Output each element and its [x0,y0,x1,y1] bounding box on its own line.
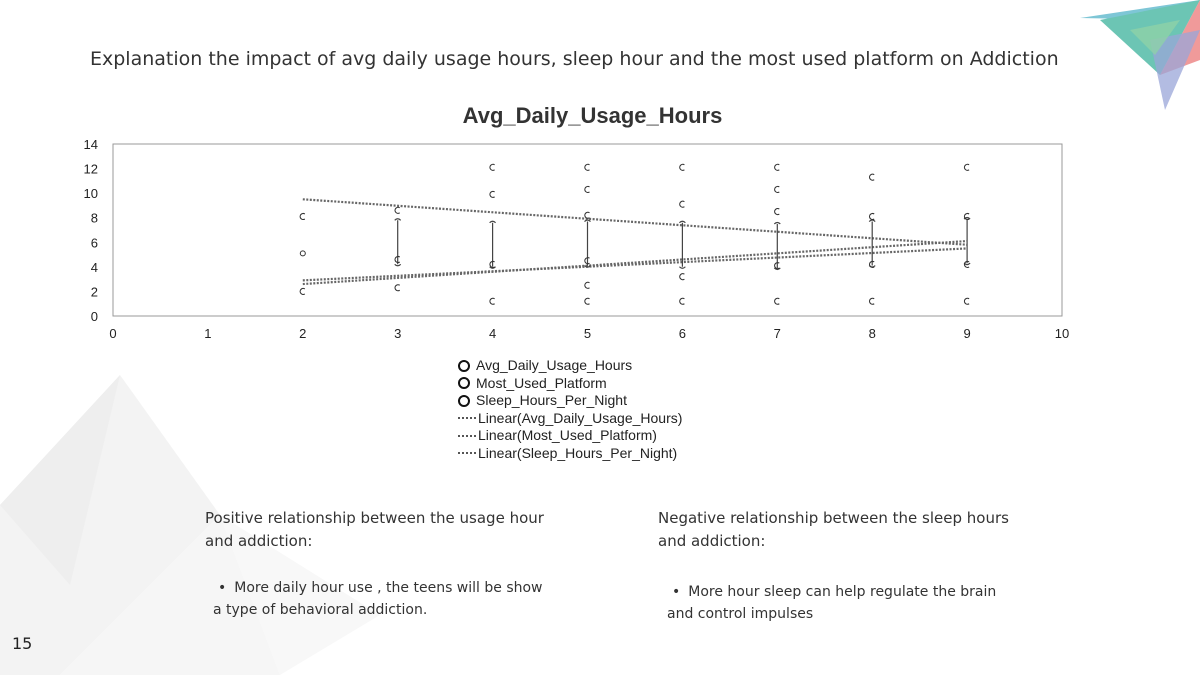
x-tick-label: 2 [299,326,307,341]
data-point [395,207,400,213]
legend-label: Avg_Daily_Usage_Hours [476,357,633,373]
trendline [303,241,967,284]
legend-label: Linear(Sleep_Hours_Per_Night) [478,444,678,461]
x-tick-label: 3 [394,326,402,341]
legend-entry [458,410,682,428]
data-point [300,288,305,294]
chart-title: Avg_Daily_Usage_Hours [462,103,723,128]
legend-entry [458,445,682,463]
data-point [964,213,969,219]
bullet-symbol: • [672,584,681,600]
x-tick-label: 6 [678,326,687,341]
data-point [585,212,590,218]
data-point [964,218,970,265]
legend-label: Linear(Avg_Daily_Usage_Hours) [478,409,683,426]
data-point [490,164,495,170]
data-point [490,191,495,197]
positive-relationship-heading: Positive relationship between the usage hour and addiction: [205,509,544,550]
x-tick-label: 5 [583,326,592,341]
legend-label: Most_Used_Platform [476,374,607,391]
data-point [870,298,875,304]
x-tick-label: 8 [868,326,876,341]
x-tick-label: 10 [1054,326,1070,341]
legend-dash [458,452,476,454]
bullet-text: More hour sleep can help regulate the brain and control impulses [667,584,997,622]
data-point [775,186,780,192]
legend-dash [458,417,476,419]
data-point [775,209,780,215]
page-number: 15 [12,634,33,653]
data-point [680,274,685,280]
data-point [680,201,685,207]
trendline [303,248,967,280]
legend-entry [458,392,682,410]
data-point [869,220,875,267]
legend-dash [458,435,476,437]
legend-marker [458,377,470,389]
data-point [585,164,590,170]
data-point [775,298,780,304]
data-point [870,174,875,180]
y-tick-label: 4 [90,259,98,275]
y-tick-label: 10 [83,186,98,202]
legend-marker [458,395,470,407]
legend-entry [458,357,682,375]
data-point [964,298,969,304]
legend-entry [458,375,682,393]
y-tick-label: 12 [83,161,98,177]
data-point [300,251,305,256]
legend-marker [458,360,470,372]
data-point [870,213,875,219]
slide-title: Explanation the impact of avg daily usage hours, sleep hour and the most used platform on Addiction [90,48,1059,70]
y-tick-label: 0 [90,309,98,324]
trendline [303,199,967,244]
negative-relationship-heading: Negative relationship between the sleep hours and addiction: [658,509,1009,550]
bullet-text: More daily hour use , the teens will be show a type of behavioral addiction. [213,580,543,618]
x-tick-label: 1 [204,326,212,341]
legend-label: Linear(Most_Used_Platform) [478,427,657,443]
y-tick-label: 2 [90,284,98,300]
data-point [395,285,400,291]
data-point [680,298,685,304]
y-tick-label: 14 [83,137,98,152]
y-tick-label: 6 [90,235,98,251]
data-point [585,298,590,304]
data-point [490,298,495,304]
x-tick-label: 4 [488,326,497,341]
data-point [680,164,685,170]
legend-entry [458,427,682,445]
data-point [585,282,590,288]
legend-label: Sleep_Hours_Per_Night [476,392,627,408]
data-point [964,164,969,170]
data-point [585,186,590,192]
x-tick-label: 9 [963,326,971,341]
chart-legend [458,357,682,462]
data-point [775,164,780,170]
positive-relationship-bullet [213,577,543,621]
data-point [300,213,305,219]
x-tick-label: 0 [109,326,117,341]
negative-relationship-bullet [667,581,997,625]
bullet-symbol: • [218,580,227,596]
y-tick-label: 8 [90,210,98,226]
x-tick-label: 7 [773,326,781,341]
